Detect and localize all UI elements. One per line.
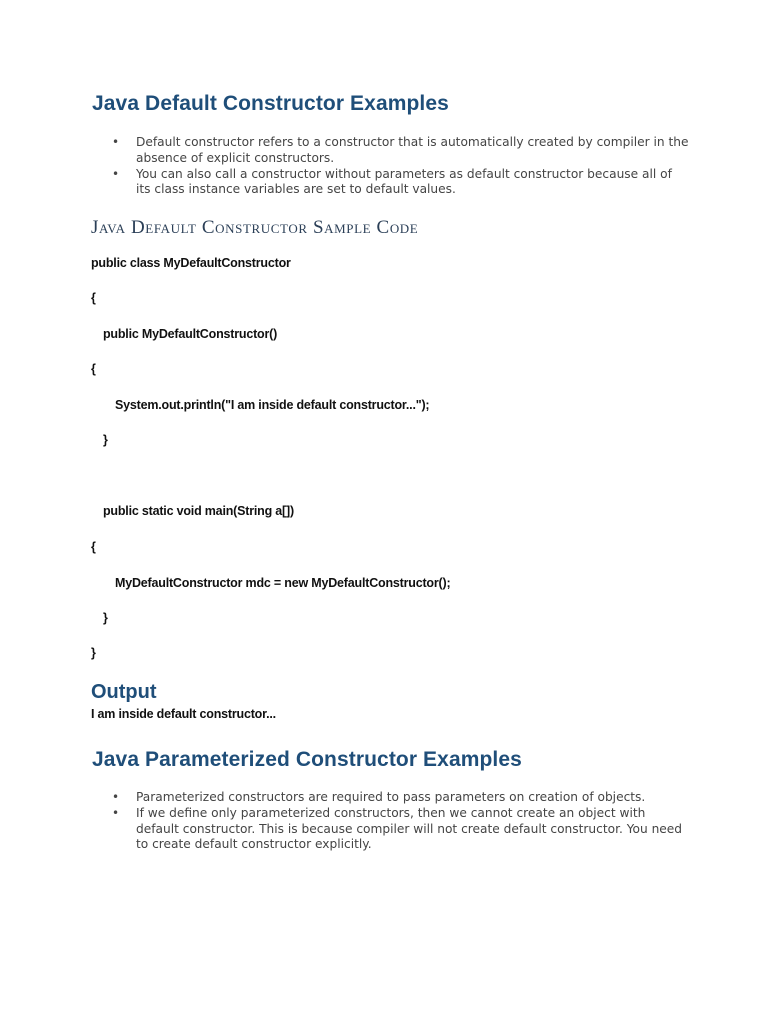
output-text: I am inside default constructor... [91,707,276,721]
bullet-text: Default constructor refers to a constructor that is automatically created by compiler in the absence of explicit constructors. [136,135,689,165]
heading-sample-code: Java Default Constructor Sample Code [91,217,419,238]
heading-parameterized-constructor-examples: Java Parameterized Constructor Examples [92,748,522,771]
heading-output: Output [91,681,157,703]
bullet-icon: • [112,166,120,181]
heading-default-constructor-examples: Java Default Constructor Examples [92,92,449,115]
code-line: { [91,540,96,554]
code-line: public MyDefaultConstructor() [103,327,278,341]
code-line: { [91,362,96,376]
list-item [110,135,690,167]
bullet-list-default-constructor [110,135,690,198]
code-line: } [91,646,96,660]
bullet-icon: • [112,805,120,820]
list-item [110,806,690,853]
list-item [110,167,690,199]
code-line: } [103,433,108,447]
bullet-text: If we define only parameterized constructors, then we cannot create an object with default constructor. This is because compiler will not create default constructor. You need to create default constructor explicitly. [136,805,683,852]
list-item [110,790,690,806]
bullet-icon: • [112,135,120,149]
code-line: } [103,611,108,625]
code-line: System.out.println("I am inside default constructor..."); [115,398,430,412]
bullet-text: Parameterized constructors are required to pass parameters on creation of objects. [136,790,646,804]
bullet-list-parameterized-constructor [110,790,690,853]
code-line: public class MyDefaultConstructor [91,256,291,270]
bullet-text: You can also call a constructor without parameters as default constructor because all of its class instance variables are set to default values. [136,166,672,197]
code-line: public static void main(String a[]) [103,504,294,518]
code-line: { [91,291,96,305]
bullet-icon: • [112,790,120,804]
code-line: MyDefaultConstructor mdc = new MyDefaultConstructor(); [115,576,451,590]
